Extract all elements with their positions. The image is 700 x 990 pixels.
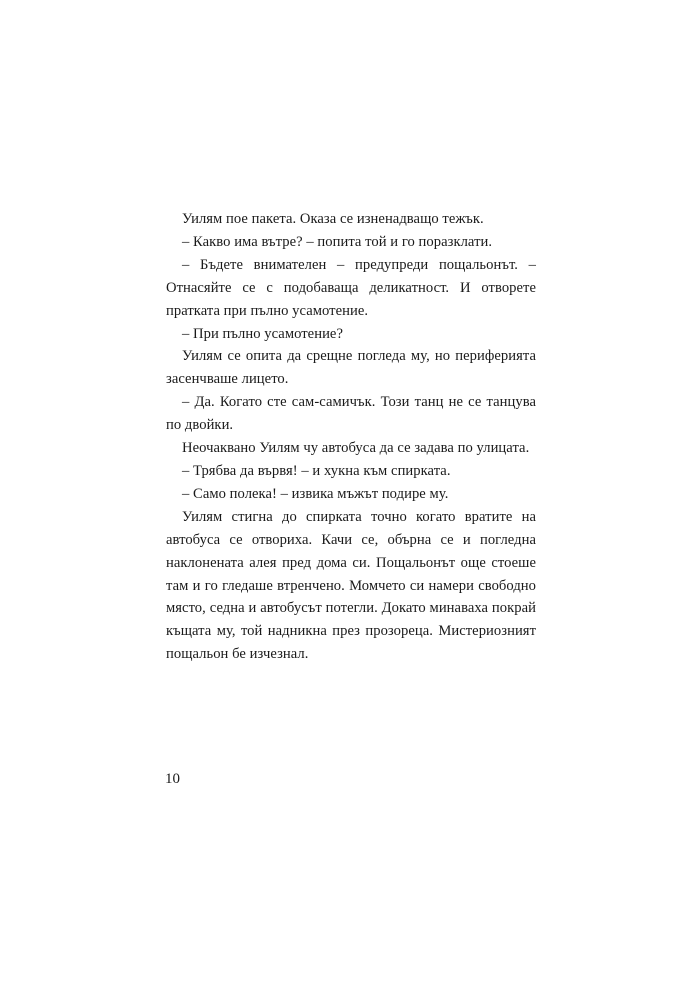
paragraph: – Бъдете внимателен – предупреди пощальонът. – Отнасяйте се с подобаваща деликатност. И отворете пратката при пълно усамотение. bbox=[166, 256, 536, 319]
paragraph: – При пълно усамотение? bbox=[182, 325, 343, 342]
paragraph: Уилям стигна до спирката точно когато вратите на автобуса се отвориха. Качи се, обърна се и погледна наклонената алея пред дома си. Пощальонът още стоеше там и го гледаше втренчено. Момчето си намери свободно място, седна и автобусът потегли. Докато минаваха покрай къщата му, той надникна през прозореца. Мистериозният пощальон бе изчезнал. bbox=[166, 508, 536, 663]
paragraph: – Само полека! – извика мъжът подире му. bbox=[182, 485, 449, 502]
paragraph: Уилям се опита да срещне погледа му, но периферията засенчваше лицето. bbox=[166, 348, 536, 388]
body-text bbox=[166, 208, 536, 666]
paragraph: – Да. Когато сте сам-самичък. Този танц не се танцува по двойки. bbox=[166, 394, 536, 434]
paragraph: Неочаквано Уилям чу автобуса да се задава по улицата. bbox=[182, 440, 530, 457]
paragraph: – Какво има вътре? – попита той и го поразклати. bbox=[182, 233, 493, 250]
paragraph: – Трябва да вървя! – и хукна към спирката. bbox=[182, 462, 451, 479]
paragraph: Уилям пое пакета. Оказа се изненадващо тежък. bbox=[182, 211, 484, 227]
page-number: 10 bbox=[165, 771, 180, 787]
